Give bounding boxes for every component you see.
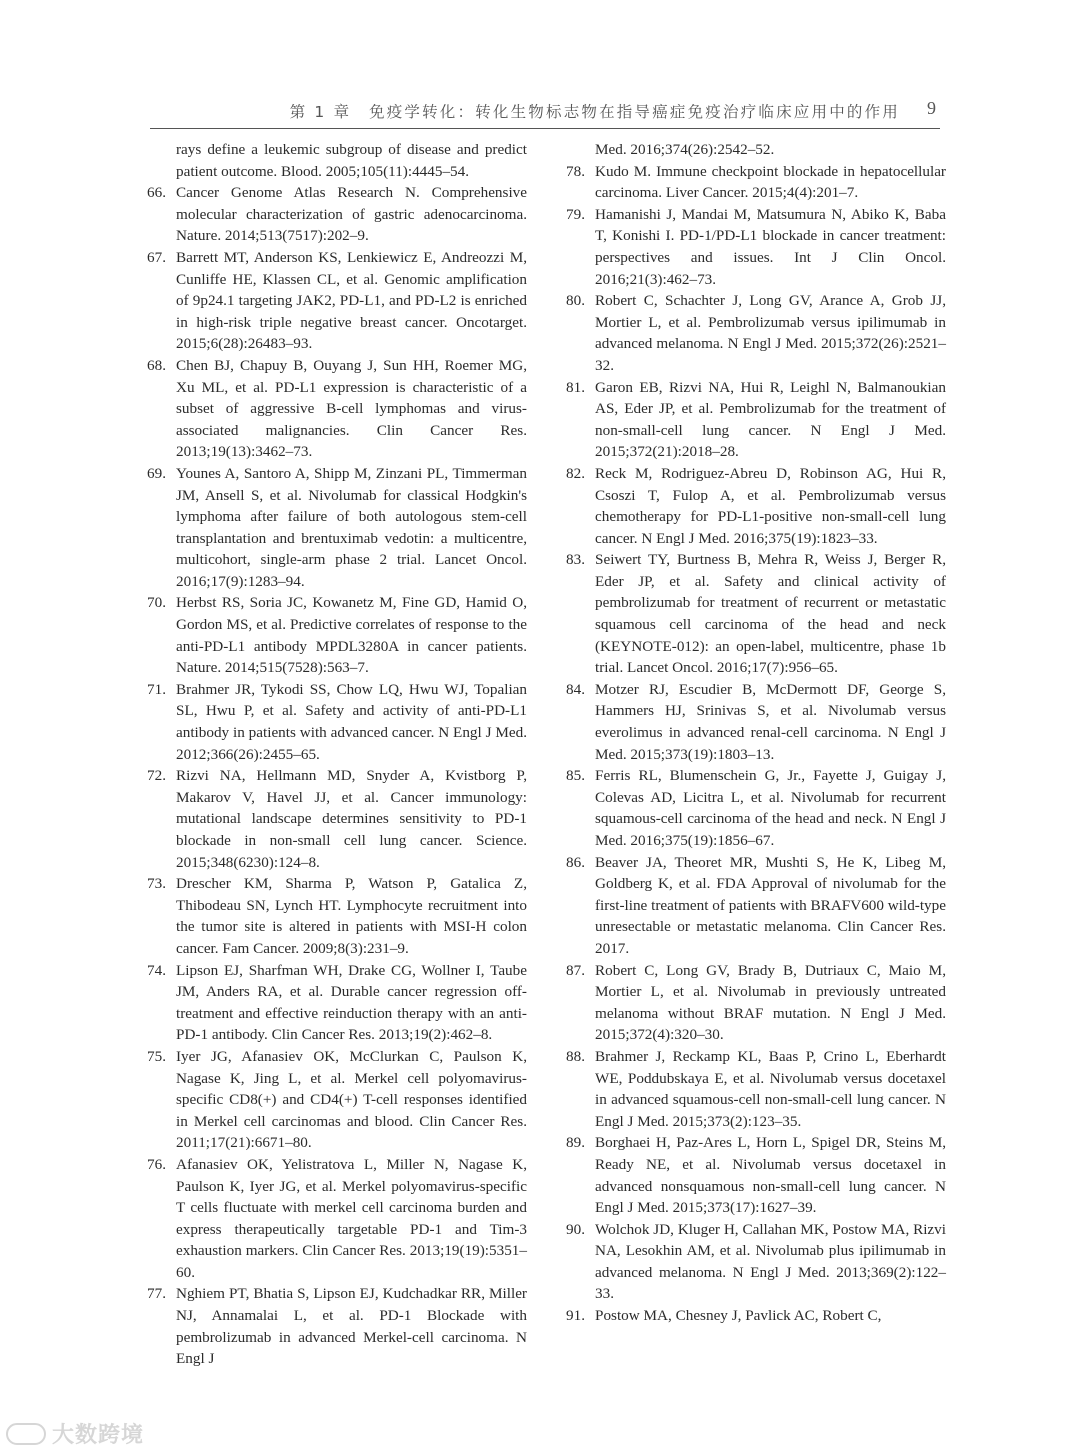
reference-number: 91. (566, 1307, 585, 1325)
reference-number: 81. (566, 378, 585, 396)
reference-number: 70. (147, 594, 166, 612)
reference-text: Reck M, Rodriguez-Abreu D, Robinson AG, Hui R, Csoszi T, Fulop A, et al. Pembrolizumab versus chemotherapy for PD-L1-positive non-small-cell lung cancer. N Engl J Med. 2016;375(19):1823–33. (595, 464, 946, 547)
reference-text: Garon EB, Rizvi NA, Hui R, Leighl N, Balmanoukian AS, Eder JP, et al. Pembrolizumab for the treatment of non-small-cell lung cancer. N Engl J Med. 2015;372(21):2018–28. (595, 378, 946, 461)
page-number: 9 (927, 98, 936, 118)
reference-text: Wolchok JD, Kluger H, Callahan MK, Postow MA, Rizvi NA, Lesokhin AM, et al. Nivolumab plus ipilimumab in advanced melanoma. N Engl J Med. 2013;369(2):122–33. (595, 1220, 946, 1303)
reference-text: Cancer Genome Atlas Research N. Comprehensive molecular characterization of gastric adenocarcinoma. Nature. 2014;513(7517):202–9. (176, 184, 527, 245)
reference-number: 68. (147, 356, 166, 374)
reference-text: Drescher KM, Sharma P, Watson P, Gatalica Z, Thibodeau SN, Lynch HT. Lymphocyte recruitment into the tumor site is altered in patients with MSI-H colon cancer. Fam Cancer. 2009;8(3):231–9. (176, 875, 527, 957)
reference-number: 88. (566, 1047, 585, 1065)
left-column (147, 139, 527, 1370)
reference-number: 84. (566, 680, 585, 698)
reference-text: Brahmer J, Reckamp KL, Baas P, Crino L, Eberhardt WE, Poddubskaya E, et al. Nivolumab versus docetaxel in advanced squamous-cell non-small-cell lung cancer. N Engl J Med. 2015;373(2):123–35. (595, 1047, 946, 1130)
continued-reference: Med. 2016;374(26):2542–52. (595, 141, 775, 158)
reference-text: Robert C, Schachter J, Long GV, Arance A, Grob JJ, Mortier L, et al. Pembrolizumab versus ipilimumab in advanced melanoma. N Engl J Med. 2015;372(26):2521–32. (595, 292, 946, 374)
reference-item (566, 1046, 946, 1132)
reference-item (147, 463, 527, 593)
reference-number: 79. (566, 205, 585, 223)
reference-item (566, 463, 946, 549)
reference-item (147, 1046, 527, 1154)
reference-item (566, 1219, 946, 1305)
reference-item (147, 592, 527, 678)
reference-number: 86. (566, 853, 585, 871)
reference-number: 74. (147, 961, 166, 979)
reference-item (566, 161, 946, 204)
reference-number: 80. (566, 292, 585, 310)
continued-reference: rays define a leukemic subgroup of disease and predict patient outcome. Blood. 2005;105(11):4445–54. (176, 141, 527, 180)
reference-number: 89. (566, 1134, 585, 1152)
reference-text: Seiwert TY, Burtness B, Mehra R, Weiss J, Berger R, Eder JP, et al. Safety and clinical activity of pembrolizumab for treatment of recurrent or metastatic squamous cell carcinoma of the head and neck (KEYNOTE-012): an open-label, multicentre, phase 1b trial. Lancet Oncol. 2016;17(7):956–65. (595, 551, 946, 677)
reference-number: 66. (147, 184, 166, 202)
reference-item (147, 765, 527, 873)
reference-item (147, 960, 527, 1046)
logo-icon (6, 1423, 46, 1445)
reference-item (566, 377, 946, 463)
reference-text: Nghiem PT, Bhatia S, Lipson EJ, Kudchadkar RR, Miller NJ, Annamalai L, et al. PD-1 Blockade with pembrolizumab in advanced Merkel-cell carcinoma. N Engl J (176, 1285, 527, 1368)
reference-text: Postow MA, Chesney J, Pavlick AC, Robert C, (595, 1307, 882, 1325)
reference-item (566, 1132, 946, 1218)
reference-number: 76. (147, 1155, 166, 1173)
reference-item (147, 247, 527, 355)
reference-item (147, 355, 527, 463)
right-column (566, 139, 946, 1327)
reference-text: Robert C, Long GV, Brady B, Dutriaux C, Maio M, Mortier L, et al. Nivolumab in previously untreated melanoma without BRAF mutation. N Engl J Med. 2015;372(4):320–30. (595, 961, 946, 1044)
reference-text: Brahmer JR, Tykodi SS, Chow LQ, Hwu WJ, Topalian SL, Hwu P, et al. Safety and activity of anti-PD-L1 antibody in patients with advanced cancer. N Engl J Med. 2012;366(26):2455–65. (176, 680, 527, 763)
reference-text: Herbst RS, Soria JC, Kowanetz M, Fine GD, Hamid O, Gordon MS, et al. Predictive correlates of response to the anti-PD-L1 antibody MPDL3280A in cancer patients. Nature. 2014;515(7528):563–7. (176, 594, 527, 677)
reference-text: Iyer JG, Afanasiev OK, McClurkan C, Paulson K, Nagase K, Jing L, et al. Merkel cell polyomavirus-specific CD8(+) and CD4(+) T-cell responses identified in Merkel cell carcinomas and blood. Clin Cancer Res. 2011;17(21):6671–80. (176, 1047, 527, 1152)
reference-text: Younes A, Santoro A, Shipp M, Zinzani PL, Timmerman JM, Ansell S, et al. Nivolumab for classical Hodgkin's lymphoma after failure of both autologous stem-cell transplantation and brentuximab vedotin: a multicentre, multicohort, single-arm phase 2 trial. Lancet Oncol. 2016;17(9):1283–94. (176, 464, 527, 590)
reference-number: 82. (566, 464, 585, 482)
reference-item (566, 765, 946, 851)
reference-item (566, 1305, 946, 1327)
reference-number: 87. (566, 961, 585, 979)
reference-item (147, 873, 527, 959)
reference-text: Barrett MT, Anderson KS, Lenkiewicz E, Andreozzi M, Cunliffe HE, Klassen CL, et al. Genomic amplification of 9p24.1 targeting JAK2, PD-L1, and PD-L2 is enriched in high-risk triple negative breast cancer. Oncotarget. 2015;6(28):26483–93. (176, 248, 527, 353)
watermark-text: 大数跨境 (52, 1423, 145, 1448)
reference-number: 73. (147, 875, 166, 893)
reference-text: Motzer RJ, Escudier B, McDermott DF, George S, Hammers HJ, Srinivas S, et al. Nivolumab versus everolimus in advanced renal-cell carcinoma. N Engl J Med. 2015;373(19):1803–13. (595, 680, 946, 763)
reference-text: Beaver JA, Theoret MR, Mushti S, He K, Libeg M, Goldberg K, et al. FDA Approval of nivolumab for the first-line treatment of patients with BRAFV600 wild-type unresectable or metastatic melanoma. Clin Cancer Res. 2017. (595, 853, 946, 957)
watermark (6, 1418, 144, 1449)
reference-item (566, 852, 946, 960)
reference-text: Afanasiev OK, Yelistratova L, Miller N, Nagase K, Paulson K, Iyer JG, et al. Merkel polyomavirus-specific T cells fluctuate with merkel cell carcinoma burden and express therapeutically targetable PD-1 and Tim-3 exhaustion markers. Clin Cancer Res. 2013;19(19):5351–60. (176, 1155, 527, 1281)
running-header (150, 94, 940, 129)
reference-number: 71. (147, 680, 166, 698)
reference-number: 90. (566, 1220, 585, 1238)
reference-number: 78. (566, 162, 585, 180)
reference-number: 83. (566, 551, 585, 569)
reference-item (147, 679, 527, 765)
reference-item (566, 679, 946, 765)
reference-text: Ferris RL, Blumenschein G, Jr., Fayette J, Guigay J, Colevas AD, Licitra L, et al. Nivolumab for recurrent squamous-cell carcinoma of the head and neck. N Engl J Med. 2016;375(19):1856–67. (595, 767, 946, 849)
reference-list-right (566, 161, 946, 1327)
reference-number: 77. (147, 1285, 166, 1303)
chapter-title: 第 1 章 免疫学转化：转化生物标志物在指导癌症免疫治疗临床应用中的作用 (289, 103, 900, 121)
reference-text: Chen BJ, Chapuy B, Ouyang J, Sun HH, Roemer MG, Xu ML, et al. PD-L1 expression is characteristic of a subset of aggressive B-cell lymphomas and virus-associated malignancies. Clin Cancer Res. 2013;19(13):3462–73. (176, 356, 527, 461)
reference-item (147, 1283, 527, 1369)
reference-item (147, 182, 527, 247)
reference-text: Lipson EJ, Sharfman WH, Drake CG, Wollner I, Taube JM, Anders RA, et al. Durable cancer regression off-treatment and effective reinduction therapy with an anti-PD-1 antibody. Clin Cancer Res. 2013;19(2):462–8. (176, 961, 527, 1044)
reference-item (147, 1154, 527, 1284)
reference-item (566, 204, 946, 290)
reference-number: 67. (147, 248, 166, 266)
reference-text: Borghaei H, Paz-Ares L, Horn L, Spigel DR, Steins M, Ready NE, et al. Nivolumab versus docetaxel in advanced nonsquamous non-small-cell lung cancer. N Engl J Med. 2015;373(17):1627–39. (595, 1134, 946, 1217)
reference-text: Hamanishi J, Mandai M, Matsumura N, Abiko K, Baba T, Konishi I. PD-1/PD-L1 blockade in cancer treatment: perspectives and issues. Int J Clin Oncol. 2016;21(3):462–73. (595, 205, 946, 288)
reference-list-left (147, 182, 527, 1370)
reference-number: 72. (147, 767, 166, 785)
reference-item (566, 549, 946, 679)
reference-item (566, 290, 946, 376)
reference-number: 85. (566, 767, 585, 785)
reference-text: Rizvi NA, Hellmann MD, Snyder A, Kvistborg P, Makarov V, Havel JJ, et al. Cancer immunology: mutational landscape determines sensitivity to PD-1 blockade in non-small cell lung cancer. Science. 2015;348(6230):124–8. (176, 767, 527, 871)
reference-number: 75. (147, 1047, 166, 1065)
reference-item (566, 960, 946, 1046)
reference-number: 69. (147, 464, 166, 482)
reference-text: Kudo M. Immune checkpoint blockade in hepatocellular carcinoma. Liver Cancer. 2015;4(4):201–7. (595, 162, 946, 202)
